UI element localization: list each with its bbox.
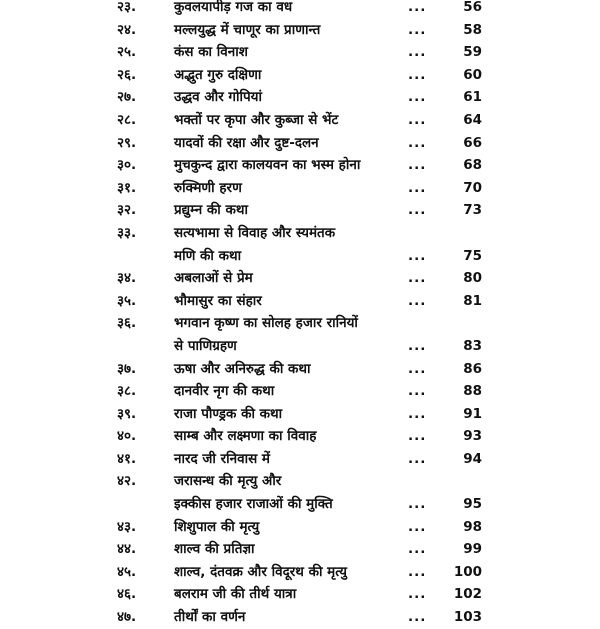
toc-entry-continuation — [0, 493, 600, 516]
leader-dots: ... — [408, 360, 427, 377]
chapter-title: अबलाओं से प्रेम — [174, 270, 253, 287]
chapter-number: २३. — [117, 0, 137, 15]
toc-entry — [0, 177, 600, 200]
chapter-title: मल्लयुद्ध में चाणूर का प्राणान्त — [174, 21, 321, 38]
page-number: 56 — [463, 0, 482, 15]
toc-entry — [0, 86, 600, 109]
leader-dots: ... — [408, 405, 427, 422]
chapter-title: यादवों की रक्षा और दुष्ट-दलन — [174, 134, 319, 151]
toc-entry — [0, 222, 600, 245]
page-number: 68 — [463, 157, 482, 174]
page-number: 80 — [463, 270, 482, 287]
chapter-title: कंस का विनाश — [174, 44, 248, 61]
toc-entry — [0, 358, 600, 381]
toc-entry — [0, 109, 600, 132]
leader-dots: ... — [408, 541, 427, 558]
chapter-number: ३८. — [117, 383, 137, 400]
chapter-number: ३६. — [117, 315, 137, 332]
page-number: 103 — [453, 609, 482, 626]
chapter-title: भक्तों पर कृपा और कुब्जा से भेंट — [174, 111, 339, 128]
toc-entry — [0, 561, 600, 584]
toc-entry — [0, 403, 600, 426]
chapter-number: ४०. — [117, 428, 137, 445]
toc-entry — [0, 583, 600, 606]
toc-entry — [0, 448, 600, 471]
toc-entry — [0, 0, 600, 19]
chapter-title: नारद जी रनिवास में — [174, 450, 271, 467]
chapter-number: ४१. — [117, 450, 137, 467]
page-number: 98 — [463, 518, 482, 535]
chapter-number: ३५. — [117, 292, 137, 309]
page-number: 95 — [463, 496, 482, 513]
chapter-title: कुवलयापीड़ गज का वध — [174, 0, 293, 15]
page-number: 91 — [463, 405, 482, 422]
chapter-title: अद्भुत गुरु दक्षिणा — [174, 66, 262, 83]
toc-entry — [0, 41, 600, 64]
page-number: 58 — [463, 21, 482, 38]
leader-dots: ... — [408, 247, 427, 264]
chapter-title-continuation: से पाणिग्रहण — [174, 337, 237, 354]
chapter-number: २८. — [117, 111, 137, 128]
chapter-title: बलराम जी की तीर्थ यात्रा — [174, 586, 297, 603]
toc-entry — [0, 19, 600, 42]
toc-entry — [0, 267, 600, 290]
page-number: 93 — [463, 428, 482, 445]
toc-entry — [0, 64, 600, 87]
leader-dots: ... — [408, 337, 427, 354]
chapter-title: भौमासुर का संहार — [174, 292, 262, 309]
chapter-title: भगवान कृष्ण का सोलह हजार रानियों — [174, 315, 358, 332]
chapter-title: दानवीर नृग की कथा — [174, 383, 275, 400]
leader-dots: ... — [408, 586, 427, 603]
leader-dots: ... — [408, 518, 427, 535]
page-number: 73 — [463, 202, 482, 219]
page-number: 75 — [463, 247, 482, 264]
toc-entry — [0, 154, 600, 177]
leader-dots: ... — [408, 179, 427, 196]
chapter-number: ३९. — [117, 405, 137, 422]
chapter-title: शाल्व की प्रतिज्ञा — [174, 541, 255, 558]
toc-entry — [0, 290, 600, 313]
page-number: 88 — [463, 383, 482, 400]
chapter-title: शाल्व, दंतवक्र और विदूरथ की मृत्यु — [174, 563, 347, 580]
page-number: 64 — [463, 111, 482, 128]
toc-entry-continuation — [0, 245, 600, 268]
toc-entry — [0, 516, 600, 539]
chapter-number: ४४. — [117, 541, 137, 558]
page-number: 94 — [463, 450, 482, 467]
chapter-title: राजा पौण्ड्रक की कथा — [174, 405, 283, 422]
leader-dots: ... — [408, 383, 427, 400]
chapter-number: ४२. — [117, 473, 137, 490]
chapter-title: रुक्मिणी हरण — [174, 179, 242, 196]
page-number: 83 — [463, 337, 482, 354]
leader-dots: ... — [408, 21, 427, 38]
toc-entry — [0, 199, 600, 222]
toc-entry-continuation — [0, 335, 600, 358]
chapter-number: ४६. — [117, 586, 137, 603]
toc-entry — [0, 312, 600, 335]
leader-dots: ... — [408, 450, 427, 467]
chapter-number: २७. — [117, 89, 137, 106]
chapter-number: ३३. — [117, 224, 137, 241]
chapter-number: ४७. — [117, 609, 137, 626]
page-number: 66 — [463, 134, 482, 151]
chapter-number: ३७. — [117, 360, 137, 377]
toc-entry — [0, 538, 600, 561]
page-number: 59 — [463, 44, 482, 61]
chapter-number: ३०. — [117, 157, 137, 174]
toc-entry — [0, 132, 600, 155]
page-number: 86 — [463, 360, 482, 377]
chapter-title: उद्धव और गोपियां — [174, 89, 263, 106]
chapter-number: ४५. — [117, 563, 137, 580]
chapter-title: मुचकुन्द द्वारा कालयवन का भस्म होना — [174, 157, 361, 174]
leader-dots: ... — [408, 111, 427, 128]
toc-entry — [0, 380, 600, 403]
toc-entry — [0, 470, 600, 493]
leader-dots: ... — [408, 202, 427, 219]
chapter-number: २५. — [117, 44, 137, 61]
chapter-number: २४. — [117, 21, 137, 38]
chapter-title-continuation: मणि की कथा — [174, 247, 242, 264]
leader-dots: ... — [408, 609, 427, 626]
leader-dots: ... — [408, 496, 427, 513]
leader-dots: ... — [408, 66, 427, 83]
chapter-title: सत्यभामा से विवाह और स्यमंतक — [174, 224, 336, 241]
toc-entry — [0, 606, 600, 629]
chapter-number: ३१. — [117, 179, 137, 196]
page-number: 99 — [463, 541, 482, 558]
leader-dots: ... — [408, 0, 427, 15]
chapter-title: शिशुपाल की मृत्यु — [174, 518, 260, 535]
leader-dots: ... — [408, 134, 427, 151]
page-number: 102 — [453, 586, 482, 603]
leader-dots: ... — [408, 563, 427, 580]
page-number: 100 — [453, 563, 482, 580]
leader-dots: ... — [408, 157, 427, 174]
toc-entry — [0, 425, 600, 448]
chapter-title: तीर्थों का वर्णन — [174, 609, 246, 626]
leader-dots: ... — [408, 44, 427, 61]
leader-dots: ... — [408, 428, 427, 445]
chapter-number: ३४. — [117, 270, 137, 287]
chapter-title-continuation: इक्कीस हजार राजाओं की मुक्ति — [174, 496, 333, 513]
page-number: 60 — [463, 66, 482, 83]
chapter-number: २९. — [117, 134, 137, 151]
chapter-number: २६. — [117, 66, 137, 83]
chapter-title: साम्ब और लक्ष्मणा का विवाह — [174, 428, 317, 445]
chapter-title: प्रद्युम्न की कथा — [174, 202, 248, 219]
page-number: 61 — [463, 89, 482, 106]
page-number: 81 — [463, 292, 482, 309]
page-number: 70 — [463, 179, 482, 196]
chapter-title: ऊषा और अनिरुद्ध की कथा — [174, 360, 311, 377]
leader-dots: ... — [408, 270, 427, 287]
leader-dots: ... — [408, 89, 427, 106]
chapter-number: ४३. — [117, 518, 137, 535]
chapter-title: जरासन्ध की मृत्यु और — [174, 473, 282, 490]
chapter-number: ३२. — [117, 202, 137, 219]
leader-dots: ... — [408, 292, 427, 309]
